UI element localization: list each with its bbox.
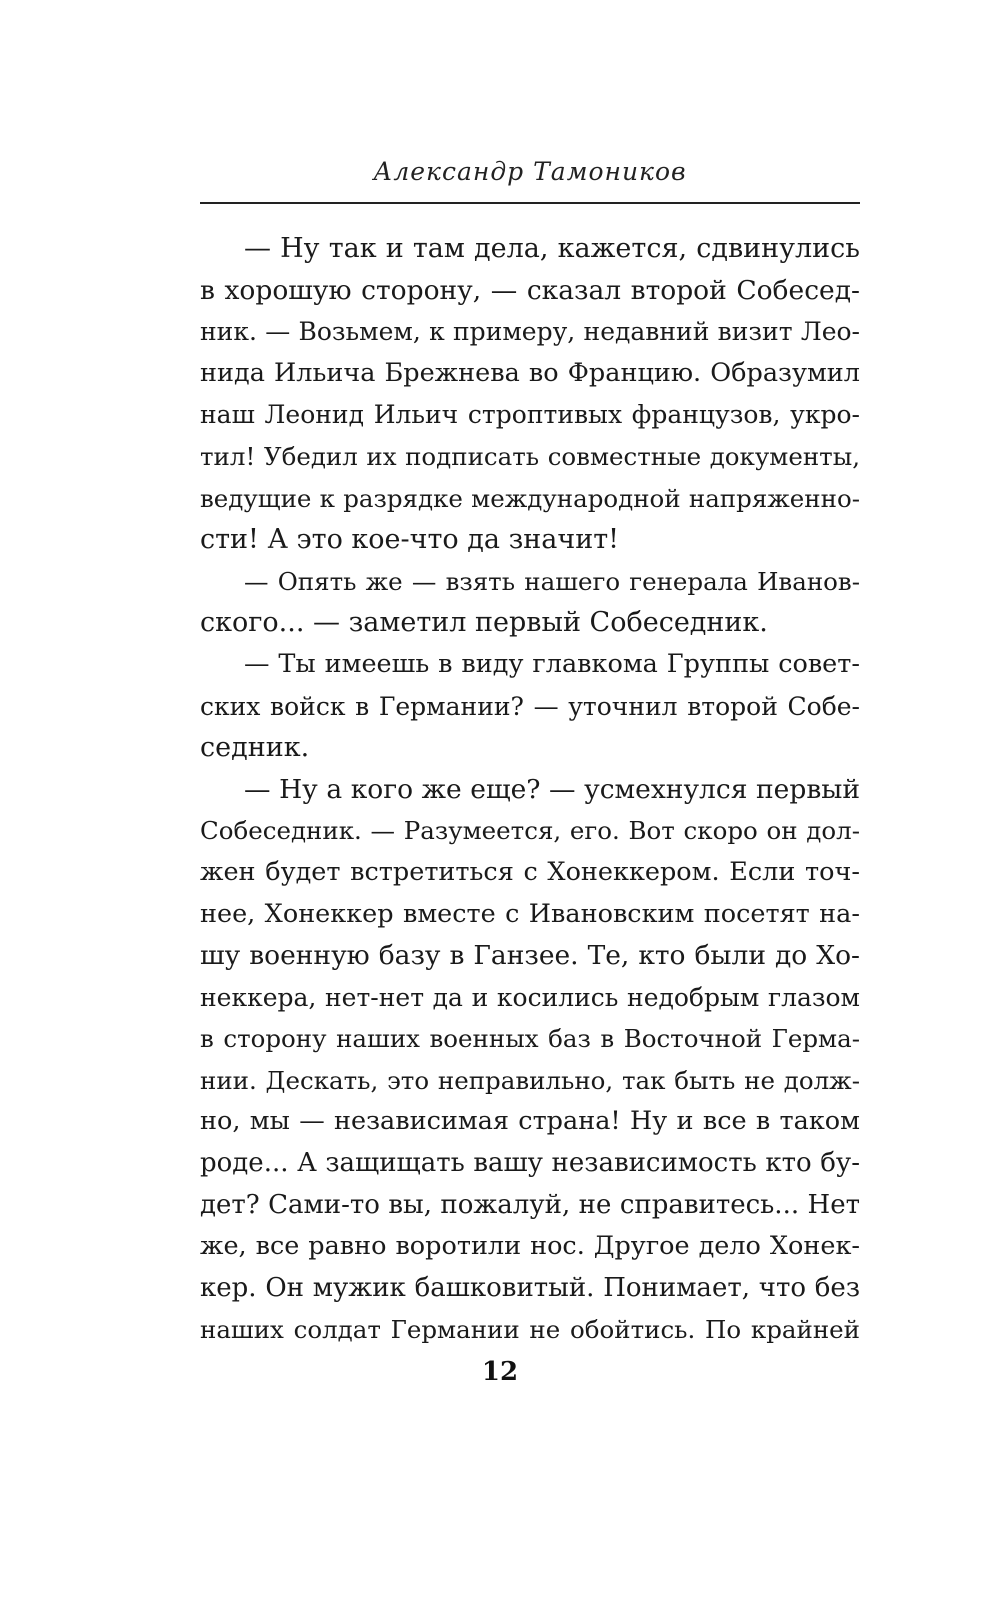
text-line: но, мы — независимая страна! Ну и все в таком <box>200 1106 860 1137</box>
text-line: тил! Убедил их подписать совместные документы, <box>200 441 860 471</box>
text-line: нии. Дескать, это неправильно, так быть не долж- <box>200 1065 860 1095</box>
text-line: нида Ильича Брежнева во Францию. Образумил <box>200 357 860 388</box>
text-line: ведущие к разрядке международной напряженно- <box>200 483 860 513</box>
text-line: в хорошую сторону, — сказал второй Собесед- <box>200 274 860 306</box>
body-text <box>200 228 860 1351</box>
text-line: — Ну а кого же еще? — усмехнулся первый <box>244 773 860 805</box>
text-line: неккера, нет-нет да и косились недобрым глазом <box>200 982 860 1012</box>
text-line: седник. <box>200 732 310 764</box>
text-line: ник. — Возьмем, к примеру, недавний визит Лео- <box>200 317 860 347</box>
text-line: в сторону наших военных баз в Восточной Герма- <box>200 1024 860 1054</box>
text-line: Собеседник. — Разумеется, его. Вот скоро он дол- <box>200 816 860 846</box>
text-line: же, все равно воротили нос. Другое дело Хонек- <box>200 1231 860 1262</box>
text-line: ских войск в Германии? — уточнил второй Собе- <box>200 691 860 721</box>
text-line: жен будет встретиться с Хонеккером. Если точ- <box>200 856 860 887</box>
text-line: наш Леонид Ильич строптивых французов, укро- <box>200 400 860 430</box>
text-line: — Ну так и там дела, кажется, сдвинулись <box>244 233 860 264</box>
text-line: роде... А защищать вашу независимость кто бу- <box>200 1148 860 1179</box>
page-number: 12 <box>481 1357 519 1387</box>
text-line: дет? Сами-то вы, пожалуй, не справитесь... Нет <box>200 1189 860 1220</box>
text-line: шу военную базу в Ганзее. Те, кто были до Хо- <box>200 940 860 972</box>
header-rule <box>200 202 860 204</box>
text-line: нее, Хонеккер вместе с Ивановским посетят на- <box>200 898 860 929</box>
text-line: кер. Он мужик башковитый. Понимает, что без <box>200 1272 860 1303</box>
text-line: ского... — заметил первый Собеседник. <box>200 607 768 639</box>
text-line: — Опять же — взять нашего генерала Иванов- <box>244 566 860 596</box>
text-line: наших солдат Германии не обойтись. По крайней <box>200 1315 860 1345</box>
text-line: — Ты имеешь в виду главкома Группы совет- <box>244 648 860 679</box>
text-line: сти! А это кое-что да значит! <box>200 524 620 556</box>
running-head-author: Александр Тамоников <box>373 157 687 186</box>
